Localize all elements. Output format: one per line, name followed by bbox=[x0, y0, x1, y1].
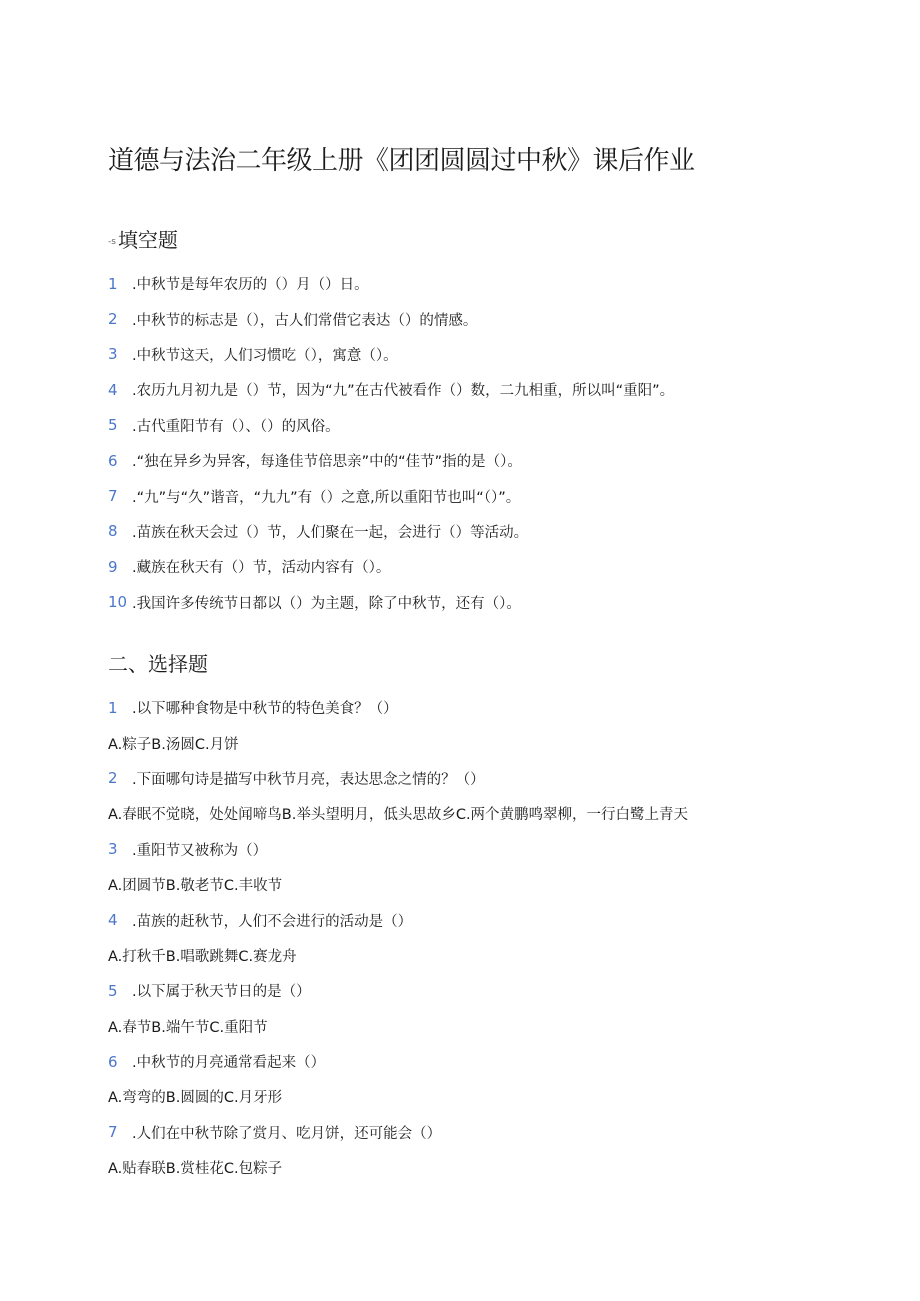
fill-blank-question bbox=[108, 301, 674, 336]
choice-question bbox=[108, 1115, 688, 1150]
question-text: .人们在中秋节除了赏月、吃月饼，还可能会（） bbox=[132, 1125, 442, 1142]
choice-question bbox=[108, 761, 688, 796]
section-heading-fill-blank bbox=[108, 224, 178, 253]
question-text: .中秋节这天，人们习惯吃（），寓意（）。 bbox=[132, 347, 398, 364]
fill-blank-question bbox=[108, 514, 674, 549]
section-heading-choice: 二、选择题 bbox=[108, 652, 208, 676]
question-number: 6 bbox=[108, 1052, 118, 1071]
fill-blank-list bbox=[108, 266, 674, 620]
question-number: 2 bbox=[108, 310, 118, 329]
choice-options: A.春眠不觉晓，处处闻啼鸟B.举头望明月，低头思故乡C.两个黄鹏鸣翠柳，一行白鹭上青天 bbox=[108, 807, 689, 824]
fill-blank-question bbox=[108, 266, 674, 301]
question-number: 4 bbox=[108, 380, 118, 399]
question-number: 5 bbox=[108, 416, 118, 435]
fill-blank-question bbox=[108, 443, 674, 478]
question-text: .农历九月初九是（）节，因为“九”在古代被看作（）数，二九相重，所以叫“重阳”。 bbox=[132, 383, 675, 400]
question-number: 3 bbox=[108, 840, 118, 859]
choice-options: A.贴春联B.赏桂花C.包粽子 bbox=[108, 1161, 283, 1178]
question-number: 6 bbox=[108, 451, 118, 470]
question-text: .以下属于秋天节日的是（） bbox=[132, 984, 311, 1001]
question-number: 3 bbox=[108, 345, 118, 364]
question-text: .中秋节的月亮通常看起来（） bbox=[132, 1055, 326, 1072]
question-text: .我国许多传统节日都以（）为主题，除了中秋节，还有（）。 bbox=[132, 595, 521, 612]
question-text: .苗族的赶秋节，人们不会进行的活动是（） bbox=[132, 913, 413, 930]
question-text: .中秋节是每年农历的（）月（）日。 bbox=[132, 277, 369, 294]
section-marker: -s bbox=[108, 236, 116, 247]
question-text: .古代重阳节有（）、（）的风俗。 bbox=[132, 418, 340, 435]
question-number: 4 bbox=[108, 911, 118, 930]
question-number: 9 bbox=[108, 557, 118, 576]
question-text: .以下哪种食物是中秋节的特色美食？（） bbox=[132, 701, 398, 718]
question-text: .藏族在秋天有（）节，活动内容有（）。 bbox=[132, 560, 391, 577]
page-title: 道德与法治二年级上册《团团圆圆过中秋》课后作业 bbox=[108, 146, 695, 176]
choice-options: A.打秋千B.唱歌跳舞C.赛龙舟 bbox=[108, 948, 297, 965]
question-number: 7 bbox=[108, 1123, 118, 1142]
question-number: 7 bbox=[108, 487, 118, 506]
fill-blank-question bbox=[108, 549, 674, 584]
section-label: 填空题 bbox=[117, 228, 178, 252]
choice-options: A.春节B.端午节C.重阳节 bbox=[108, 1019, 268, 1036]
question-number: 1 bbox=[108, 274, 118, 293]
choice-question bbox=[108, 832, 688, 867]
question-text: .重阳节又被称为（） bbox=[132, 842, 268, 859]
question-number: 8 bbox=[108, 522, 118, 541]
choice-options: A.粽子B.汤圆C.月饼 bbox=[108, 736, 239, 753]
fill-blank-question bbox=[108, 408, 674, 443]
question-number: 10 bbox=[108, 593, 128, 612]
fill-blank-question bbox=[108, 478, 674, 513]
fill-blank-question bbox=[108, 337, 674, 372]
question-text: .中秋节的标志是（），古人们常借它表达（）的情感。 bbox=[132, 312, 478, 329]
choice-question bbox=[108, 690, 688, 725]
question-number: 1 bbox=[108, 698, 118, 717]
choice-options: A.弯弯的B.圆圆的C.月牙形 bbox=[108, 1090, 283, 1107]
choice-options: A.团圆节B.敬老节C.丰收节 bbox=[108, 878, 283, 895]
question-text: .苗族在秋天会过（）节，人们聚在一起，会进行（）等活动。 bbox=[132, 524, 529, 541]
choice-list bbox=[108, 690, 688, 1185]
question-text: .“独在异乡为异客，每逢佳节倍思亲”中的“佳节”指的是（）。 bbox=[132, 454, 522, 471]
fill-blank-question bbox=[108, 372, 674, 407]
question-text: .“九”与“久”谐音，“九九”有（）之意,所以重阳节也叫“（）”。 bbox=[132, 489, 521, 506]
fill-blank-question bbox=[108, 585, 674, 620]
choice-question bbox=[108, 1044, 688, 1079]
question-text: .下面哪句诗是描写中秋节月亮，表达思念之情的？（） bbox=[132, 771, 485, 788]
choice-question bbox=[108, 973, 688, 1008]
question-number: 5 bbox=[108, 981, 118, 1000]
choice-question bbox=[108, 902, 688, 937]
question-number: 2 bbox=[108, 769, 118, 788]
